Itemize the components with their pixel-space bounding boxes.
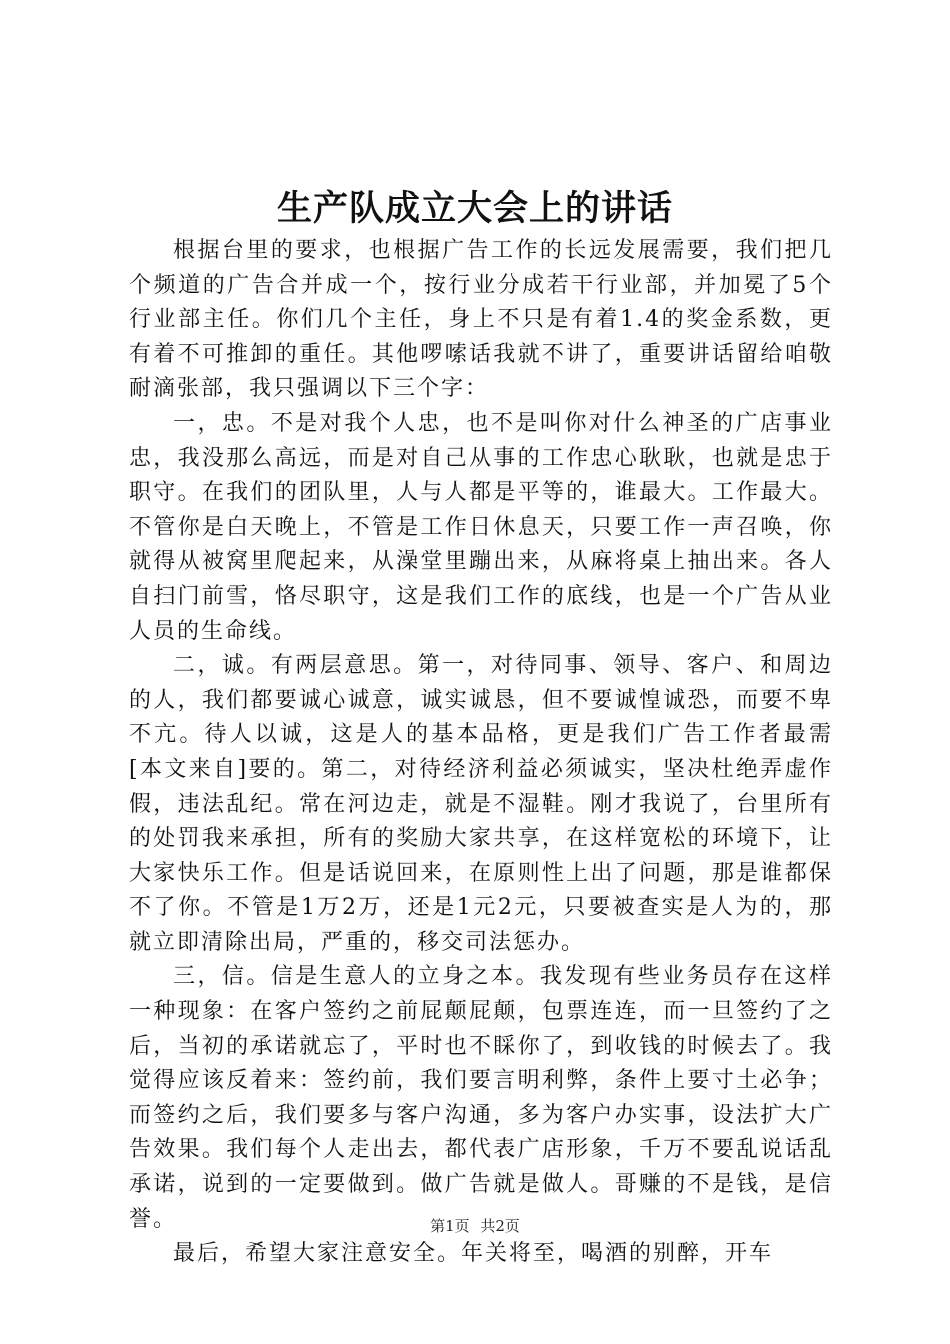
paragraph-closing: 最后，希望大家注意安全。年关将至，喝酒的别醉，开车: [173, 1241, 774, 1267]
paragraph-loyalty: 一，忠。不是对我个人忠，也不是叫你对什么神圣的广店事业忠，我没那么高远，而是对自己从事的工作忠心耿耿，也就是忠于职守。在我们的团队里，人与人都是平等的，谁最大。工作最大。不管你是白天晚上，不管是工作日休息天，只要工作一声召唤，你就得从被窝里爬起来，从澡堂里蹦出来，从麻将桌上抽出来。各人自扫门前雪，恪尽职守，这是我们工作的底线，也是一个广告从业人员的生命线。: [129, 410, 833, 644]
page-footer: [0, 1216, 950, 1236]
document-title: 生产队成立大会上的讲话: [276, 188, 673, 229]
document-body: [129, 234, 833, 1272]
page-number: 第1页: [430, 1217, 470, 1235]
paragraph-intro: 根据台里的要求，也根据广告工作的长远发展需要，我们把几个频道的广告合并成一个，按行业分成若干行业部，并加冕了5个行业部主任。你们几个主任，身上不只是有着1.4的奖金系数，更有着不可推卸的重任。其他啰嗦话我就不讲了，重要讲话留给咱敬耐滴张部，我只强调以下三个字：: [129, 238, 833, 402]
paragraph-sincerity: 二，诚。有两层意思。第一，对待同事、领导、客户、和周边的人，我们都要诚心诚意，诚实诚恳，但不要诚惶诚恐，而要不卑不亢。待人以诚，这是人的基本品格，更是我们广告工作者最需[本文来自]要的。第二，对待经济利益必须诚实，坚决杜绝弄虚作假，违法乱纪。常在河边走，就是不湿鞋。刚才我说了，台里所有的处罚我来承担，所有的奖励大家共享，在这样宽松的环境下，让大家快乐工作。但是话说回来，在原则性上出了问题，那是谁都保不了你。不管是1万2万，还是1元2元，只要被查实是人为的，那就立即清除出局，严重的，移交司法惩办。: [129, 653, 833, 955]
paragraph-trust: 三，信。信是生意人的立身之本。我发现有些业务员存在这样一种现象：在客户签约之前屁颠屁颠，包票连连，而一旦签约了之后，当初的承诺就忘了，平时也不睬你了，到收钱的时候去了。我觉得应该反着来：签约前，我们要言明利弊，条件上要寸土必争；而签约之后，我们要多与客户沟通，多为客户办实事，设法扩大广告效果。我们每个人走出去，都代表广店形象，千万不要乱说话乱承诺，说到的一定要做到。做广告就是做人。哥赚的不是钱，是信誉。: [129, 964, 833, 1232]
page-total: 共2页: [480, 1217, 520, 1235]
